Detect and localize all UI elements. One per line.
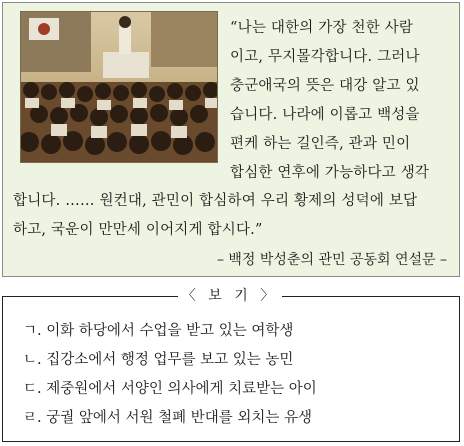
quote-line-8: 하고, 국운이 만만세 이어지게 합시다.” — [13, 222, 263, 238]
painting-illustration — [21, 12, 217, 162]
option-giyeok: ㄱ. 이화 하당에서 수업을 받고 있는 여학생 — [23, 323, 294, 339]
option-rieul: ㄹ. 궁궐 앞에서 서원 철폐 반대를 외치는 유생 — [23, 410, 312, 426]
quote-line-5: 편케 하는 길인즉, 관과 민이 — [230, 136, 411, 152]
passage-box — [2, 2, 460, 277]
quote-line-3: 충군애국의 뜻은 대강 알고 있 — [230, 78, 420, 94]
assembly-painting — [20, 11, 218, 163]
quote-line-2: 이고, 무지몰각합니다. 그러나 — [230, 49, 420, 65]
option-nieun: ㄴ. 집강소에서 행정 업무를 보고 있는 농민 — [23, 352, 294, 368]
option-digeut: ㄷ. 제중원에서 서양인 의사에게 치료받는 아이 — [23, 381, 317, 397]
quote-line-1: “나는 대한의 가장 천한 사람 — [230, 20, 414, 36]
passage-source: – 백정 박성춘의 관민 공동회 연설문 – — [216, 252, 447, 268]
quote-line-7: 합니다. …… 원컨대, 관민이 합심하여 우리 황제의 성덕에 보답 — [13, 193, 418, 209]
bogi-title: 〈 보 기 〉 — [178, 288, 282, 304]
quote-line-6: 합심한 연후에 가능하다고 생각 — [230, 165, 430, 181]
bogi-box — [2, 296, 460, 442]
quote-line-4: 습니다. 나라에 이롭고 백성을 — [230, 107, 420, 123]
